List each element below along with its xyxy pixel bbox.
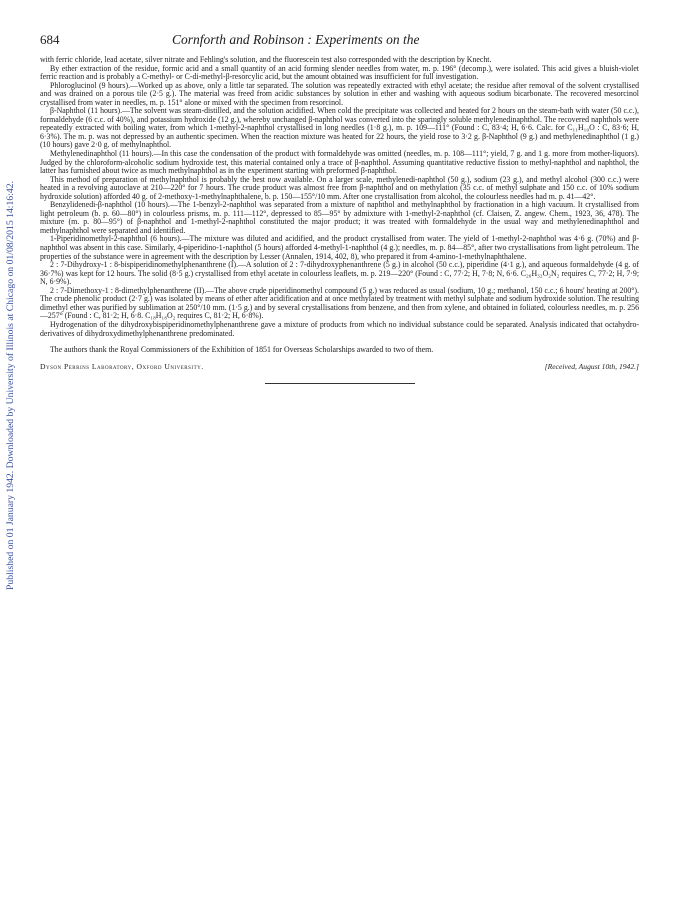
page-header <box>40 32 640 50</box>
received-date: [Received, August 10th, 1942.] <box>544 361 639 371</box>
paragraph: Benzylidenedi-β-naphthol (10 hours).—The 1-benzyl-2-naphthol was separated from a mixture of naphthol and methylnaphthol by fractionation in a high vacuum. It crystallised from light petroleum (b. p. 60—80°) in colourless prisms, m. p. 111—112°, depressed to 85—95° by admixture with 1-methyl-2-naphthol (cf. Claisen, Z. angew. Chem., 1923, 36, 478). The mixture (m. p. 80—95°) of β-naphthol and 1-methyl-2-naphthol constituted the major product; it was treated with formaldehyde in the usual way and methylenedinaphthol and methylnaphthol were separated and identified. <box>40 200 639 235</box>
paragraph: By ether extraction of the residue, formic acid and a small quantity of an acid forming slender needles from water, m. p. 196° (decomp.), were isolated. This acid gives a bluish-violet ferric reaction and is probably a C-methyl- or C-di-methyl-β-resorcylic acid, but the amount obtained was insufficient for full investigation. <box>40 63 639 82</box>
download-watermark-text: Published on 01 January 1942. Downloaded by University of Illinois at Chicago on 01/08/2015 14:16:42. <box>5 181 16 590</box>
laboratory-name: Dyson Perrins Laboratory, Oxford University. <box>40 361 204 371</box>
article-body <box>40 56 639 384</box>
paragraph: 2 : 7-Dimethoxy-1 : 8-dimethylphenanthrene (II).—The above crude piperidinomethyl compound (5 g.) was reduced as usual (sodium, 10 g.; methanol, 150 c.c.; 6 hours' heating at 200°). The crude phenolic product (2·7 g.) was isolated by means of ether after acidification and at once methylated by treatment with methyl sulphate and sodium hydroxide solution. The resulting dimethyl ether was purified by sublimation at 250°/10 mm. (1·5 g.) and by several crystallisations from benzene, and then from xylene, and obtained in foliated, colourless needles, m. p. 256—257° (Found : C, 81·2; H, 6·8. C₁₈H₁₈O₂ requires C, 81·2; H, 6·8%). <box>40 285 639 321</box>
page-number: 684 <box>40 32 60 47</box>
paragraph: β-Naphthol (11 hours).—The solvent was steam-distilled, and the solution acidified. When cold the precipitate was collected and heated for 2 hours on the steam-bath with water (50 c.c.), formaldehyde (6 c.c. of 40%), and potassium hydroxide (12 g.), whereby unchanged β-naphthol was converted into the sparingly soluble methylenedinaphthol. The recovered naphthols were repeatedly extracted with boiling water, from which 1-methyl-2-naphthol crystallised in long needles (1·8 g.), m. p. 109—111° (Found : C, 83·4; H, 6·6. Calc. for C₁₁H₁₀O : C, 83·6; H, 6·3%). The m. p. was not depressed by an authentic specimen. When the reaction mixture was heated for 22 hours, the yield rose to 3·2 g. β-Naphthol (9 g.) and methylenedinaphthol (1 g.) (10 hours) gave 2·0 g. of methylnaphthol. <box>40 106 639 150</box>
paragraph: Methylenedinaphthol (11 hours).—In this case the condensation of the product with formaldehyde was omitted (needles, m. p. 108—111°; yield, 7 g. and 1 g. more from mother-liquors). Judged by the chloroform-alcoholic sodium hydroxide test, this material contained only a trace of β-naphthol. Assuming quantitative reductive fission to methyl-naphthol and naphthol, the latter has furnished about twice as much methylnaphthol as in the experiment starting with preformed β-naphthol. <box>40 149 639 176</box>
paragraph: 2 : 7-Dihydroxy-1 : 8-bispiperidinomethylphenanthrene (I).—A solution of 2 : 7-dihydroxyphenanthrene (5 g.) in alcohol (50 c.c.), piperidine (4·1 g.), and aqueous formaldehyde (4 g. of 36·7%) was kept for 12 hours. The solid (8·5 g.) crystallised from ethyl acetate in colourless leaflets, m. p. 219—220° (Found : C, 77·2; H, 7·8; N, 6·6. C₂₆H₃₂O₂N₂ requires C, 77·2; H, 7·9; N, 6·9%). <box>40 260 639 287</box>
download-watermark <box>2 120 18 590</box>
running-title: Cornforth and Robinson : Experiments on the <box>172 32 420 47</box>
paragraph: 1-Piperidinomethyl-2-naphthol (6 hours).—The mixture was diluted and acidified, and the product crystallised from water. The yield of 1-methyl-2-naphthol was 4·6 g. (70%) and β-naphthol was absent in this case. Similarly, 4-piperidino-1-naphthol (5 hours) afforded 4-methyl-1-naphthol (4 g.); needles, m. p. 84—85°, after two crystallisations from light petroleum. The properties of the substance were in agreement with the description by Lesser (Annalen, 1914, 402, 8), who prepared it from 4-amino-1-methylnaphthalene. <box>40 234 639 261</box>
paragraph: Phloroglucinol (9 hours).—Worked up as above, only a little tar separated. The solution was repeatedly extracted with ethyl acetate; the residue after removal of the solvent crystallised and was drained on a porous tile (2·5 g.). The material was freed from acidic substances by solution in ether and washing with aqueous sodium bicarbonate. The recovered mesorcinol crystallised from water in needles, m. p. 151° alone or mixed with the specimen from resorcinol. <box>40 80 639 107</box>
end-rule <box>265 383 415 384</box>
affiliation-line <box>40 363 639 372</box>
paragraph: This method of preparation of methylnaphthol is probably the best now available. On a larger scale, methylenedi-naphthol (50 g.), sodium (23 g.), and methyl alcohol (300 c.c.) were heated in a revolving autoclave at 210—220° for 7 hours. The crude product was almost free from β-naphthol and on methylation (35 c.c. of methyl sulphate and 150 c.c. of 10% sodium hydroxide solution) afforded 40 g. of 2-methoxy-1-methylnaphthalene, b. p. 150—155°/10 mm. After one crystallisation from alcohol, the colourless needles had m. p. 41—42°. <box>40 174 639 201</box>
paragraph: with ferric chloride, lead acetate, silver nitrate and Fehling's solution, and the fluorescein test also corresponded with the description by Knecht. <box>40 55 492 64</box>
acknowledgement: The authors thank the Royal Commissioners of the Exhibition of 1851 for Overseas Scholarships awarded to two of them. <box>50 345 434 355</box>
paragraph: Hydrogenation of the dihydroxybispiperidinomethylphenanthrene gave a mixture of products from which no individual substance could be separated. Analysis indicated that octahydro-derivatives of dihydroxydimethylphenanthrene predominated. <box>40 319 639 338</box>
